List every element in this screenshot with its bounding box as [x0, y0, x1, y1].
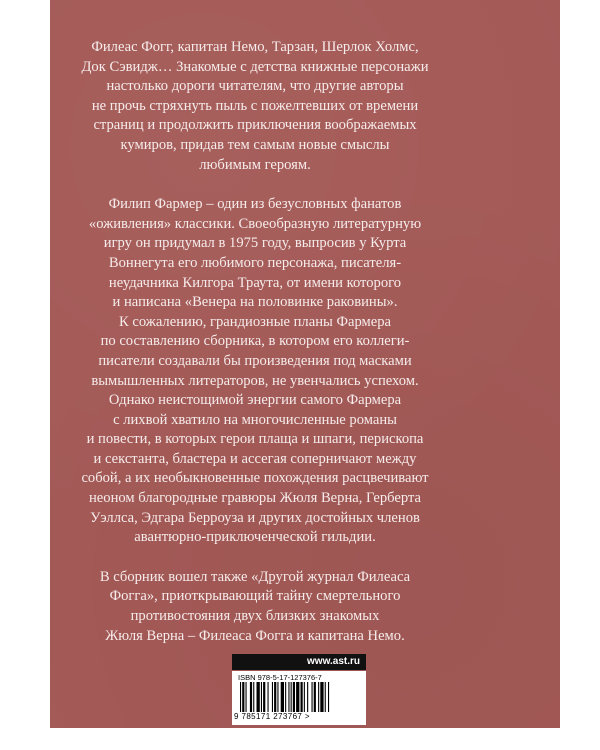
- barcode-bar: [261, 682, 262, 712]
- barcode-bar: [240, 682, 241, 712]
- barcode-bar: [281, 682, 284, 712]
- blurb-line: любимым героям.: [199, 156, 311, 173]
- blurb-line: настолько дороги читателям, что другие авторы: [106, 78, 404, 95]
- blurb-line: противостояния двух близких знакомых: [130, 608, 380, 625]
- barcode-bar: [293, 682, 295, 712]
- blurb-line: по составлению сборника, в котором его коллеги-: [100, 333, 410, 350]
- blurb-paragraph-1: [60, 38, 450, 175]
- blurb-line: и секстанта, бластера и ассегая соперничают между: [93, 450, 417, 467]
- blurb-line: и написана «Венера на половинке раковины».: [112, 294, 398, 311]
- barcode-bar: [301, 682, 303, 712]
- blurb-line: К сожалению, грандиозные планы Фармера: [118, 313, 392, 330]
- barcode-digits: 9 785171 273767 >: [234, 712, 310, 721]
- blurb-line: кумиров, придав тем самым новые смыслы: [120, 136, 390, 153]
- blurb-line: страниц и продолжить приключения воображаемых: [93, 117, 417, 134]
- blurb-line: «оживления» классики. Своеобразную литературную: [88, 215, 422, 232]
- barcode-bar: [250, 682, 252, 712]
- blurb-line: неудачника Килгора Траута, от имени которого: [108, 274, 402, 291]
- barcode-bar: [257, 682, 260, 712]
- barcode-bar: [304, 682, 305, 712]
- barcode-bar: [263, 682, 265, 712]
- barcode-bar: [328, 682, 329, 712]
- blurb-paragraph-3: [60, 568, 450, 646]
- blurb-text: [60, 38, 450, 646]
- blurb-line: и повести, в которых герои плаща и шпаги, перископа: [86, 431, 424, 448]
- blurb-paragraph-2: [60, 195, 450, 548]
- barcode-bar: [288, 682, 289, 712]
- blurb-line: неоном благородные гравюры Жюля Верна, Герберта: [89, 490, 421, 507]
- barcode-block: [232, 671, 366, 725]
- isbn-label: ISBN 978-5-17-127376-7: [238, 673, 322, 682]
- barcode-bar: [320, 682, 323, 712]
- barcode-bar: [285, 682, 286, 712]
- blurb-line: Фогга», приоткрывающий тайну смертельного: [109, 588, 401, 605]
- blurb-line: Воннегута его любимого персонажа, писателя-: [108, 254, 402, 271]
- barcode-bar: [325, 682, 326, 712]
- barcode-bar: [242, 682, 244, 712]
- barcode-bar: [246, 682, 247, 712]
- blurb-line: авантюрно-приключенческой гильдии.: [134, 529, 376, 546]
- blurb-line: Однако неистощимой энергии самого Фармера: [108, 392, 402, 409]
- barcode-bar: [291, 682, 292, 712]
- barcode-bar: [314, 682, 316, 712]
- barcode-bar: [268, 682, 269, 712]
- blurb-line: Жюля Верна – Филеаса Фогга и капитана Немо.: [105, 627, 405, 644]
- blurb-line: вымышленных литераторов, не увенчались успехом.: [91, 372, 419, 389]
- barcode-bar: [272, 682, 273, 712]
- barcode-bar: [277, 682, 278, 712]
- blurb-line: Филип Фармер – один из безусловных фанатов: [108, 196, 402, 213]
- blurb-line: Док Сэвидж… Знакомые с детства книжные персонажи: [81, 58, 429, 75]
- blurb-line: собой, а их необыкновенные похождения расцвечивают: [81, 470, 429, 487]
- blurb-line: игру он придумал в 1975 году, выпросив у Курта: [103, 235, 407, 252]
- blurb-line: с лихвой хватило на многочисленные романы: [113, 411, 397, 428]
- blurb-line: Уэллса, Эдгара Берроуза и других достойных членов: [90, 509, 420, 526]
- barcode-bar: [307, 682, 308, 712]
- blurb-line: писатели создавали бы произведения под масками: [98, 352, 412, 369]
- publisher-website: www.ast.ru: [232, 654, 366, 670]
- barcode-bar: [318, 682, 319, 712]
- barcode-bar: [296, 682, 299, 712]
- barcode-bar: [312, 682, 313, 712]
- barcode-image: [240, 682, 358, 712]
- blurb-line: не прочь стряхнуть пыль с пожелтевших от времени: [91, 97, 419, 114]
- blurb-line: В сборник вошел также «Другой журнал Филеаса: [99, 568, 411, 585]
- barcode-bar: [274, 682, 276, 712]
- barcode-bar: [253, 682, 254, 712]
- blurb-line: Филеас Фогг, капитан Немо, Тарзан, Шерлок Холмс,: [91, 39, 419, 55]
